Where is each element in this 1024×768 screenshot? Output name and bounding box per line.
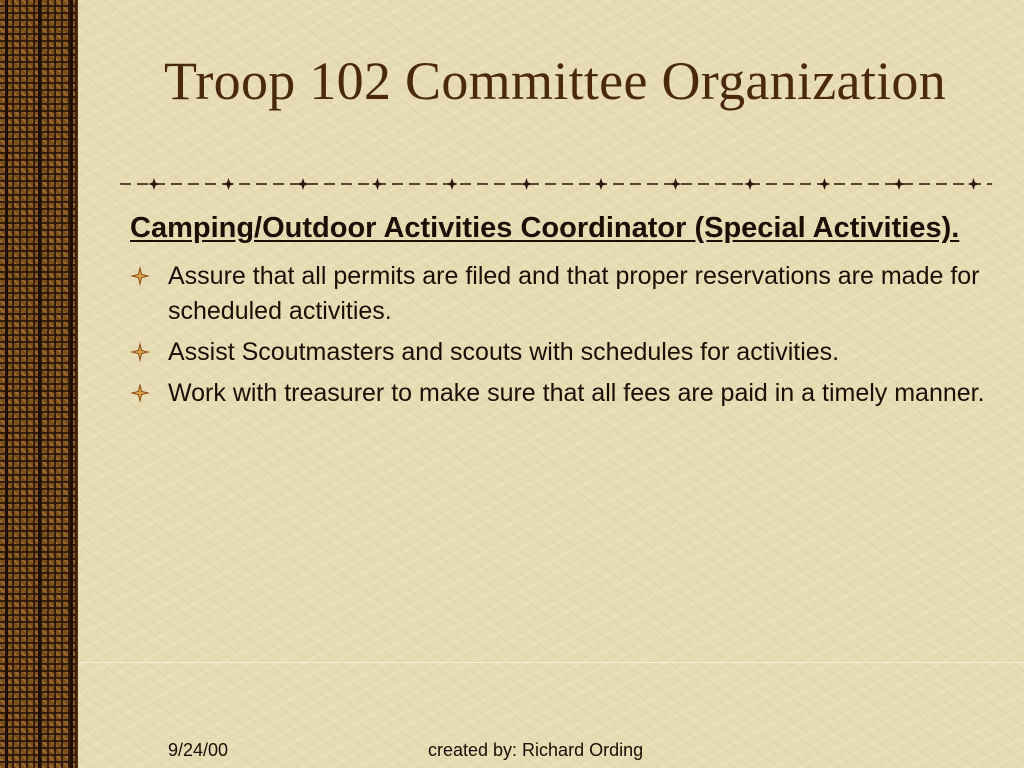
decorative-border-strip [0, 0, 78, 768]
divider-star-icon [446, 178, 458, 190]
bullet-list [130, 259, 990, 411]
divider-star-icon [223, 178, 235, 190]
divider-star-icon [819, 178, 831, 190]
section-heading: Camping/Outdoor Activities Coordinator (Special Activities). [130, 212, 960, 244]
bullet-item [130, 335, 990, 370]
border-bar [70, 0, 73, 768]
slide-title: Troop 102 Committee Organization [163, 51, 947, 111]
compass-star-icon [130, 266, 150, 286]
footer-credit: created by: Richard Ording [428, 740, 644, 760]
divider-star-icon [521, 178, 533, 190]
bullet-text: Assure that all permits are filed and that proper reservations are made for scheduled activities. [168, 262, 980, 325]
title-divider [120, 176, 992, 192]
border-bar [38, 0, 41, 768]
footer-date: 9/24/00 [168, 740, 229, 760]
bullet-text: Assist Scoutmasters and scouts with schedules for activities. [168, 338, 840, 366]
slide-content [130, 208, 990, 417]
divider-star-icon [670, 178, 682, 190]
divider-star-icon [595, 178, 607, 190]
compass-star-icon [130, 383, 150, 403]
divider-star-icon [968, 178, 980, 190]
footer-divider [80, 662, 1024, 663]
bullet-item [130, 376, 990, 411]
bullet-text: Work with treasurer to make sure that all fees are paid in a timely manner. [168, 379, 985, 407]
divider-star-icon [893, 178, 905, 190]
divider-star-icon [372, 178, 384, 190]
divider-star-icon [297, 178, 309, 190]
bullet-item [130, 259, 990, 329]
compass-star-icon [130, 342, 150, 362]
divider-star-icon [148, 178, 160, 190]
border-bar [5, 0, 8, 768]
divider-star-icon [744, 178, 756, 190]
